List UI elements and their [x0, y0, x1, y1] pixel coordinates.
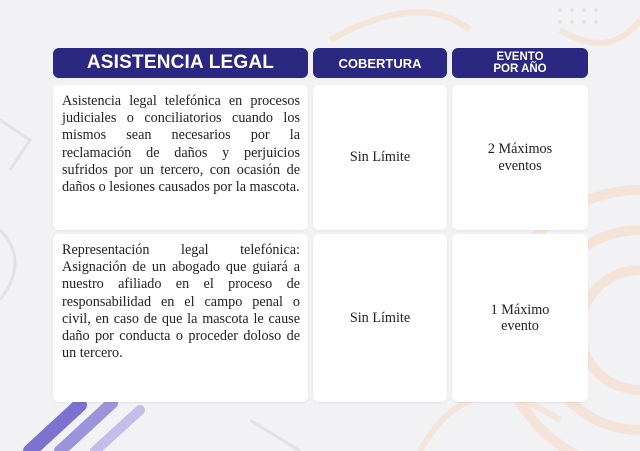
header-title: ASISTENCIA LEGAL — [53, 48, 308, 78]
row1-description: Asistencia legal telefónica en procesos judiciales o conciliatorios cuando los mismos sean necesarios por la reclamación de daños y perjuicios sufridos por un tercero, con ocasión de daños o lesiones causados por la mascota. — [53, 85, 308, 230]
row2-coverage: Sin Límite — [313, 234, 447, 402]
row2-events — [452, 234, 588, 402]
row2-events-line2: evento — [501, 318, 539, 334]
row1-events — [452, 85, 588, 230]
row2-description: Representación legal telefónica: Asignación de un abogado que guiará a nuestro afiliado en el proceso de responsabilidad en el campo penal o civil, en caso de que la mascota le cause daño por conducta o proceder doloso de un tercero. — [53, 234, 308, 402]
row1-coverage: Sin Límite — [313, 85, 447, 230]
row1-events-line1: 2 Máximos — [487, 141, 553, 157]
header-events — [452, 48, 588, 78]
header-coverage: COBERTURA — [313, 48, 447, 78]
header-events-line2: POR AÑO — [493, 63, 547, 75]
row1-events-line2: eventos — [498, 157, 542, 174]
header-events-line1: EVENTO — [496, 51, 544, 63]
row2-events-line1: 1 Máximo — [490, 301, 550, 318]
